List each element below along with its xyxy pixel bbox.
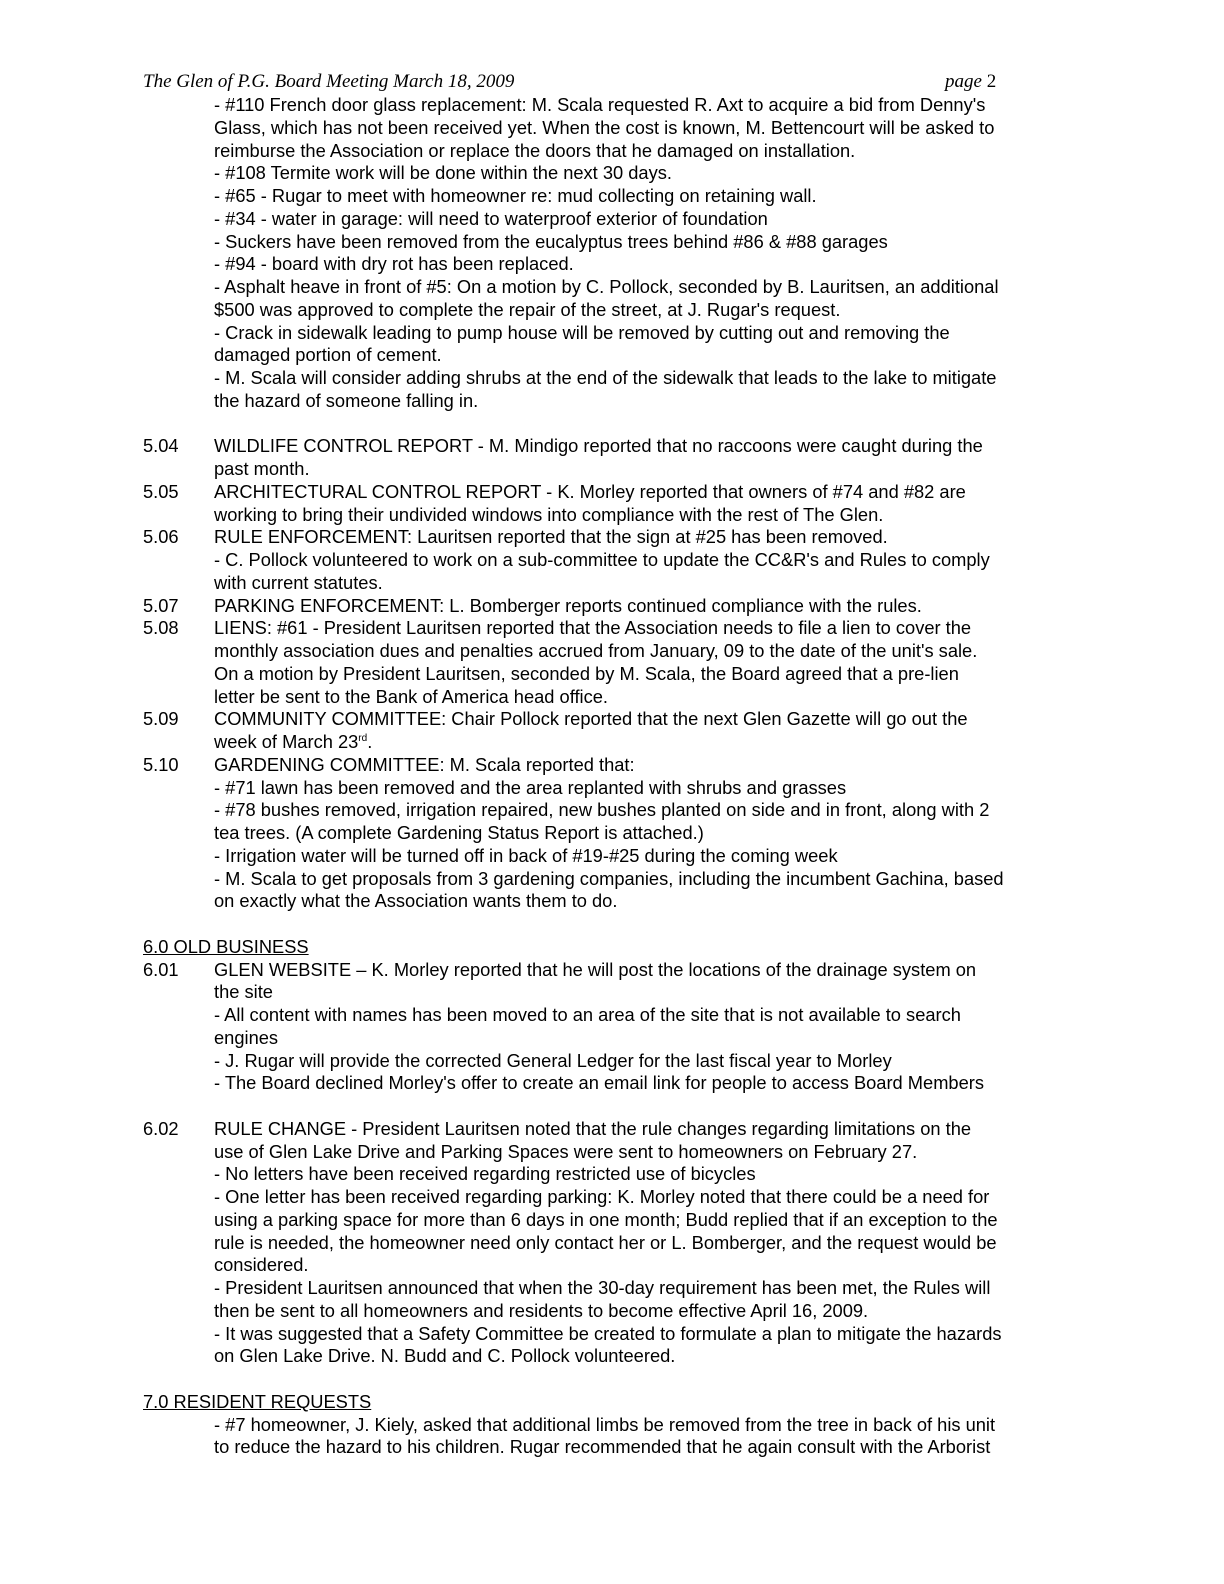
ordinal-suffix: rd (358, 732, 368, 744)
item-line (143, 617, 1083, 640)
item-text: monthly association dues and penalties accrued from January, 09 to the date of the unit's sale. (214, 640, 978, 661)
item-text: engines (214, 1026, 279, 1048)
item-line (143, 595, 1083, 618)
item-number: 5.08 (143, 617, 179, 639)
item-text (143, 731, 372, 752)
item-text: PARKING ENFORCEMENT: L. Bomberger reports continued compliance with the rules. (214, 594, 922, 616)
item-text: - President Lauritsen announced that when the 30-day requirement has been met, the Rules will (214, 1277, 991, 1298)
item-line (143, 1027, 1083, 1050)
item-text: - M. Scala to get proposals from 3 gardening companies, including the incumbent Gachina, based (214, 867, 1004, 889)
item-line (143, 754, 1083, 777)
text-line: - Crack in sidewalk leading to pump house will be removed by cutting out and removing the (214, 321, 950, 343)
item-text: GLEN WEBSITE – K. Morley reported that he will post the locations of the drainage system on (214, 958, 977, 980)
item-line (143, 435, 1083, 458)
text-line: - #94 - board with dry rot has been replaced. (214, 253, 574, 275)
item-line (143, 822, 1083, 845)
text-line: damaged portion of cement. (214, 344, 442, 366)
item-text: - The Board declined Morley's offer to create an email link for people to access Board Members (214, 1072, 984, 1094)
section-heading-text: 7.0 RESIDENT REQUESTS (143, 1390, 372, 1412)
item-text: past month. (214, 458, 310, 479)
item-line (143, 708, 1083, 731)
item-text: on Glen Lake Drive. N. Budd and C. Pollock volunteered. (214, 1345, 676, 1367)
item-number: 5.10 (143, 753, 179, 775)
item-line (143, 890, 1083, 913)
item-line (143, 1050, 1083, 1073)
page-label: page (945, 71, 982, 92)
item-line (143, 686, 1083, 709)
item-text: LIENS: #61 - President Lauritsen reported that the Association needs to file a lien to cover the (214, 617, 972, 639)
item-line (143, 1118, 1083, 1141)
item-text-part: week of March 23 (214, 731, 359, 752)
item-text: - J. Rugar will provide the corrected General Ledger for the last fiscal year to Morley (214, 1049, 892, 1071)
text-line: - #110 French door glass replacement: M. Scala requested R. Axt to acquire a bid from Denny's (214, 94, 986, 115)
item-line (143, 981, 1083, 1004)
item-number: 6.01 (143, 958, 179, 980)
item-line (143, 1232, 1083, 1255)
item-line (143, 777, 1083, 800)
item-text: GARDENING COMMITTEE: M. Scala reported that: (214, 753, 635, 775)
text-line: $500 was approved to complete the repair of the street, at J. Rugar's request. (214, 298, 841, 320)
item-text-part: . (367, 731, 373, 752)
item-line (143, 1004, 1083, 1027)
item-text: with current statutes. (214, 571, 383, 593)
item-text: - #78 bushes removed, irrigation repaired, new bushes planted on side and in front, along with 2 (214, 799, 990, 821)
text-line: - M. Scala will consider adding shrubs at the end of the sidewalk that leads to the lake to mitigate (214, 367, 997, 388)
item-line (143, 799, 1083, 822)
item-text: - One letter has been received regarding parking: K. Morley noted that there could be a need for (214, 1186, 990, 1207)
item-text: COMMUNITY COMMITTEE: Chair Pollock reported that the next Glen Gazette will go out the (214, 708, 968, 730)
item-line (143, 1072, 1083, 1095)
spacer (143, 913, 1083, 936)
item-text: rule is needed, the homeowner need only contact her or L. Bomberger, and the request would be (214, 1231, 997, 1253)
item-number: 5.06 (143, 526, 179, 548)
header-title: The Glen of P.G. Board Meeting March 18, 2009 (143, 71, 515, 92)
item-text: - C. Pollock volunteered to work on a sub-committee to update the CC&R's and Rules to comply (214, 549, 990, 570)
section-heading (143, 1391, 1083, 1414)
item-text: - No letters have been received regarding restricted use of bicycles (214, 1163, 756, 1185)
page-header (143, 70, 1003, 94)
item-number: 5.04 (143, 435, 179, 457)
item-line (143, 481, 1083, 504)
item-text: considered. (214, 1254, 309, 1276)
item-line (143, 1209, 1083, 1232)
spacer (143, 1368, 1083, 1391)
item-text: then be sent to all homeowners and residents to become effective April 16, 2009. (214, 1299, 869, 1321)
spacer (143, 413, 1083, 436)
item-line (143, 1345, 1083, 1368)
item-line (143, 458, 1083, 481)
spacer (143, 1095, 1083, 1118)
item-text: the site (214, 981, 273, 1003)
item-text: use of Glen Lake Drive and Parking Spaces were sent to homeowners on February 27. (214, 1140, 918, 1162)
text-line: reimburse the Association or replace the doors that he damaged on installation. (214, 139, 856, 161)
item-line (143, 1186, 1083, 1209)
text-line: Glass, which has not been received yet. When the cost is known, M. Bettencourt will be asked to (214, 116, 995, 138)
item-line (143, 663, 1083, 686)
item-line (143, 549, 1083, 572)
item-line (143, 731, 1083, 754)
page-number: 2 (986, 71, 997, 92)
item-line (143, 1141, 1083, 1164)
item-line (143, 640, 1083, 663)
item-text: RULE ENFORCEMENT: Lauritsen reported that the sign at #25 has been removed. (214, 526, 888, 548)
text-line: - #65 - Rugar to meet with homeowner re: mud collecting on retaining wall. (214, 185, 817, 206)
text-line: - Asphalt heave in front of #5: On a motion by C. Pollock, seconded by B. Lauritsen, an additional (214, 276, 999, 297)
text-line: the hazard of someone falling in. (214, 389, 479, 411)
item-line (143, 1323, 1083, 1346)
text-line: - Suckers have been removed from the eucalyptus trees behind #86 & #88 garages (214, 230, 888, 252)
item-line (143, 504, 1083, 527)
item-line (143, 1163, 1083, 1186)
item-text: WILDLIFE CONTROL REPORT - M. Mindigo reported that no raccoons were caught during the (214, 435, 983, 457)
item-text: working to bring their undivided windows into compliance with the rest of The Glen. (214, 503, 884, 525)
text-line: - #34 - water in garage: will need to waterproof exterior of foundation (214, 207, 768, 229)
section-heading-text: 6.0 OLD BUSINESS (143, 935, 309, 957)
item-line (143, 1254, 1083, 1277)
item-line (143, 572, 1083, 595)
item-text: ARCHITECTURAL CONTROL REPORT - K. Morley reported that owners of #74 and #82 are (214, 480, 966, 502)
item-number: 5.07 (143, 594, 179, 616)
item-text: tea trees. (A complete Gardening Status Report is attached.) (214, 822, 704, 843)
document-body (143, 94, 1083, 1459)
item-number: 5.05 (143, 480, 179, 502)
text-line: - #108 Termite work will be done within the next 30 days. (214, 162, 672, 184)
item-line (143, 1277, 1083, 1300)
item-number: 5.09 (143, 708, 179, 730)
item-line (143, 959, 1083, 982)
section-heading (143, 936, 1083, 959)
item-number: 6.02 (143, 1117, 179, 1139)
item-line (143, 526, 1083, 549)
item-text: using a parking space for more than 6 days in one month; Budd replied that if an exception to the (214, 1208, 998, 1230)
item-text: On a motion by President Lauritsen, seconded by M. Scala, the Board agreed that a pre-lien (214, 662, 959, 684)
item-text: - It was suggested that a Safety Committee be created to formulate a plan to mitigate the hazards (214, 1322, 1002, 1344)
item-text: RULE CHANGE - President Lauritsen noted that the rule changes regarding limitations on the (214, 1117, 972, 1139)
item-line (143, 1300, 1083, 1323)
page-number-label (945, 70, 996, 94)
item-line (143, 868, 1083, 891)
item-line (143, 845, 1083, 868)
text-line: to reduce the hazard to his children. Rugar recommended that he again consult with the Arborist (214, 1436, 991, 1458)
item-text: - #71 lawn has been removed and the area replanted with shrubs and grasses (214, 776, 847, 798)
item-text: - Irrigation water will be turned off in back of #19-#25 during the coming week (214, 844, 838, 866)
item-text: on exactly what the Association wants them to do. (214, 890, 618, 912)
item-text: letter be sent to the Bank of America head office. (214, 685, 608, 707)
item-text: - All content with names has been moved to an area of the site that is not available to search (214, 1004, 961, 1025)
text-line: - #7 homeowner, J. Kiely, asked that additional limbs be removed from the tree in back of his unit (214, 1413, 996, 1435)
